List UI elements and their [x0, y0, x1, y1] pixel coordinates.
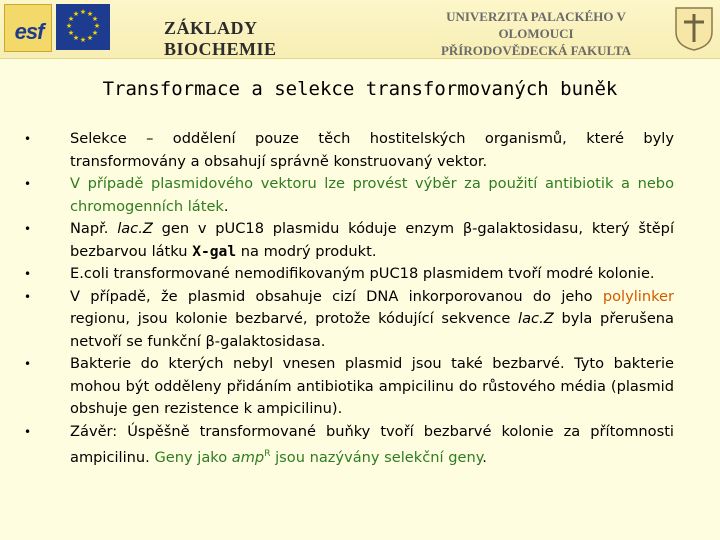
bullet-text: . — [223, 197, 229, 215]
bullet-text: E.coli transformované nemodifikovaným pUC18 plasmidem tvoří modré kolonie. — [70, 265, 655, 282]
bullet-item — [24, 218, 674, 263]
svg-text:★: ★ — [72, 34, 80, 42]
bullet-dot: • — [24, 357, 32, 371]
bullet-dot: • — [24, 177, 32, 191]
bullet-dot: • — [24, 222, 32, 236]
bullet-text: Bakterie do kterých nebyl vnesen plasmid jsou také bezbarvé. Tyto bakterie mohou být odděleny přidáním antibiotika ampicilinu do růstového média (plasmid obshuje gen rezistence k ampicilinu). — [70, 355, 674, 417]
superscript: R — [264, 449, 271, 459]
bullet-text: . — [482, 448, 487, 466]
svg-text:★: ★ — [91, 29, 99, 37]
svg-text:★: ★ — [86, 34, 94, 42]
bullet-text: gen v pUC18 plasmidu kóduje enzym β-galaktosidasu, který štěpí bezbarvou látku — [70, 220, 675, 260]
bullet-item — [24, 128, 674, 173]
bullet-dot: • — [24, 289, 32, 304]
bullet-dot: • — [24, 132, 32, 146]
university-name — [408, 8, 664, 59]
substrate-name: X-gal — [192, 242, 237, 260]
svg-text:★: ★ — [79, 8, 87, 16]
bullet-text: Selekce – oddělení pouze těch hostitelských organismů, které byly transformovány a obsahují správně konstruovaný vektor. — [70, 130, 674, 170]
gene-name: lac.Z — [117, 220, 153, 237]
gene-name: lac.Z — [518, 310, 554, 327]
slide-title: Transformace a selekce transformovaných buněk — [102, 78, 618, 100]
bullet-text: byla přerušena netvoří se funkční β-galaktosidasa. — [70, 310, 675, 350]
header-banner — [0, 0, 720, 59]
svg-text:★: ★ — [67, 29, 75, 37]
esf-logo-text: esf — [14, 19, 44, 44]
polylinker-term: polylinker — [602, 287, 674, 305]
bullet-item — [24, 263, 674, 286]
bullet-item — [24, 173, 674, 218]
bullet-dot: • — [24, 424, 32, 439]
project-title: ZÁKLADY BIOCHEMIE — [164, 18, 277, 59]
bullet-list — [24, 128, 674, 469]
svg-text:★: ★ — [79, 36, 87, 44]
faculty-line: PŘÍRODOVĚDECKÁ FAKULTA — [440, 43, 632, 58]
bullet-item — [24, 286, 674, 354]
eu-flag-icon — [56, 4, 110, 50]
bullet-text-highlight: V případě plasmidového vektoru lze provést výběr za použití antibiotik a nebo chromogenních látek — [70, 175, 674, 215]
bullet-text: V případě, že plasmid obsahuje cizí DNA inkorporovanou do jeho — [70, 287, 603, 305]
bullet-text: regionu, jsou kolonie bezbarvé, protože kódující sekvence — [70, 310, 519, 327]
esf-logo — [4, 4, 52, 52]
svg-text:★: ★ — [65, 22, 73, 30]
bullet-text: Např. — [70, 220, 118, 237]
bullet-dot: • — [24, 267, 32, 281]
bullet-text-highlight: Geny jako — [154, 448, 232, 466]
university-seal-icon — [672, 4, 716, 52]
svg-text:★: ★ — [93, 22, 101, 30]
bullet-item — [24, 353, 674, 421]
university-line-1: UNIVERZITA PALACKÉHO V OLOMOUCI — [446, 9, 626, 41]
bullet-text: Závěr: Úspěšně transformované buňky tvoří bezbarvé kolonie za přítomnosti ampicilinu. — [70, 422, 674, 466]
bullet-text-highlight: jsou nazývány selekční geny — [270, 448, 483, 466]
svg-text:★: ★ — [72, 10, 80, 18]
svg-text:★: ★ — [86, 10, 94, 18]
bullet-text: na modrý produkt. — [236, 242, 377, 260]
gene-name: amp — [231, 448, 265, 466]
svg-text:★: ★ — [67, 15, 75, 23]
svg-text:★: ★ — [91, 15, 99, 23]
bullet-item — [24, 421, 674, 470]
